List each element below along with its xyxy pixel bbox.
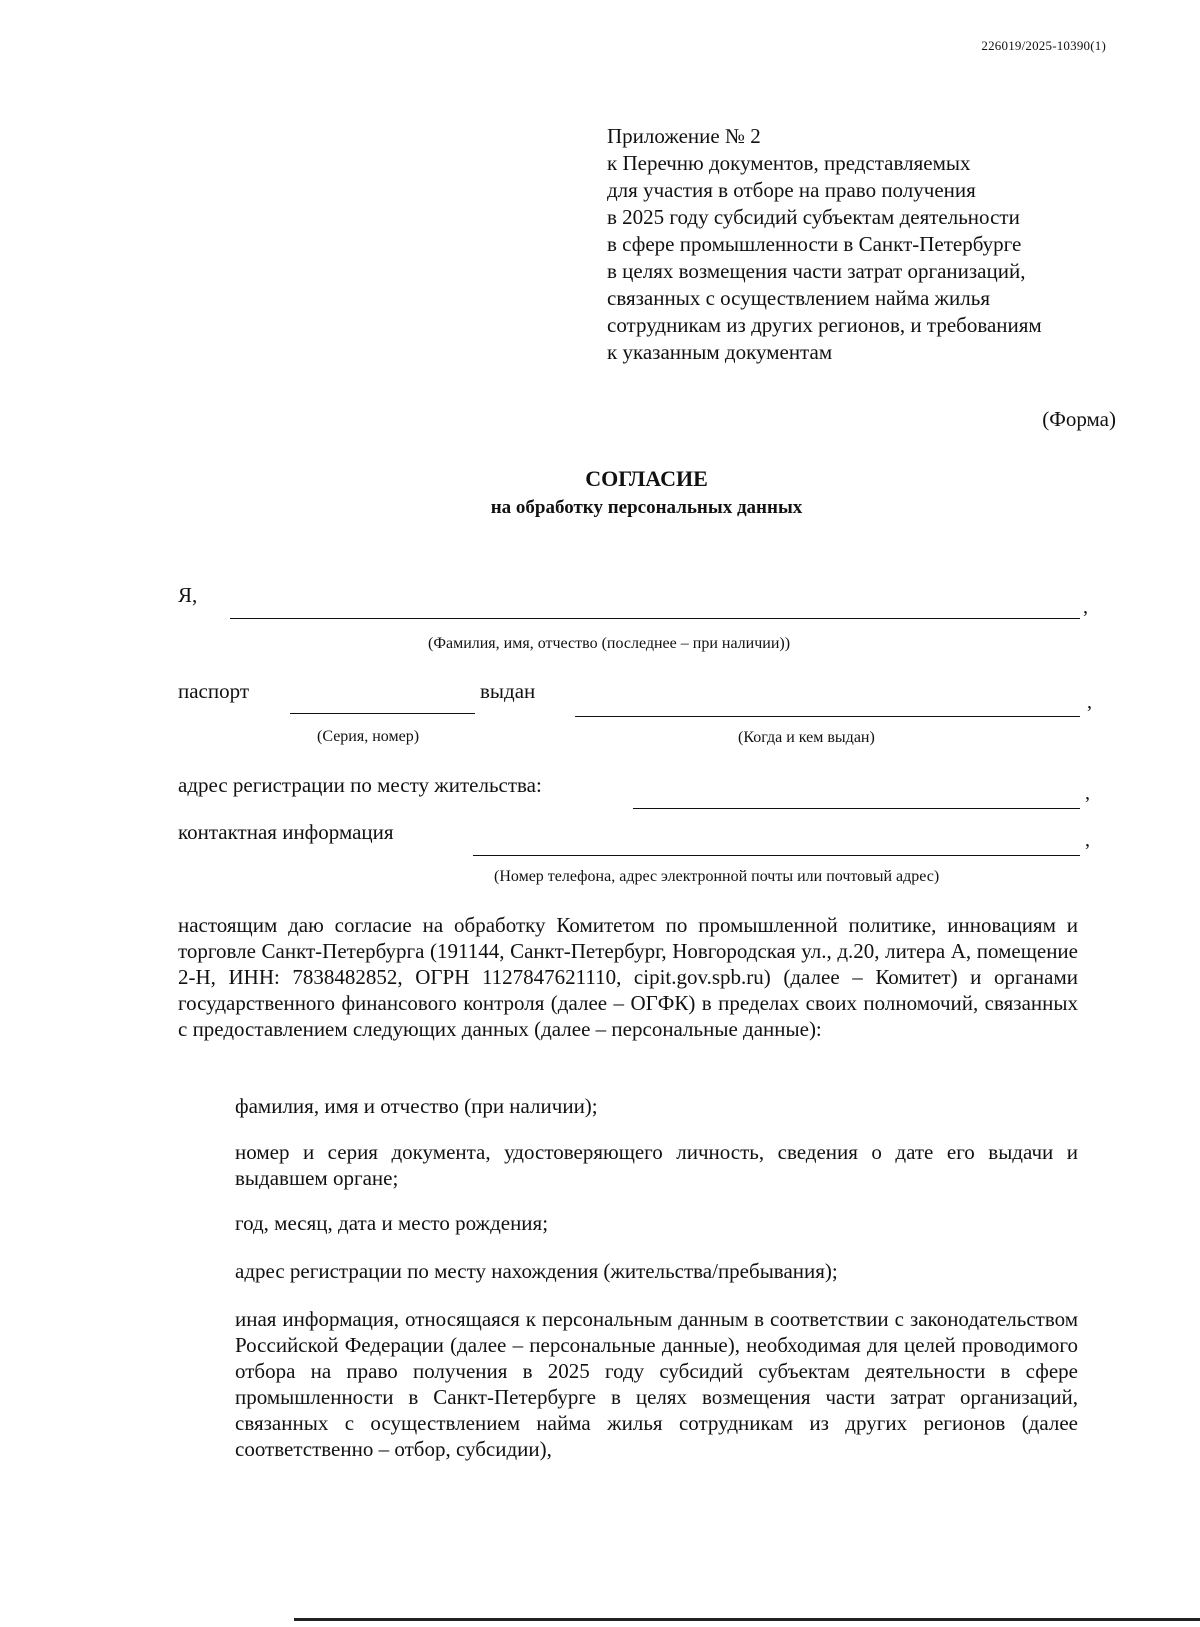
fio-field-line[interactable] xyxy=(230,618,1080,619)
contact-caption: (Номер телефона, адрес электронной почты или почтовый адрес) xyxy=(494,868,940,885)
i-label: Я, xyxy=(178,583,198,607)
address-label: адрес регистрации по месту жительства: xyxy=(178,773,542,797)
document-number: 226019/2025-10390(1) xyxy=(981,38,1106,53)
address-comma: , xyxy=(1085,782,1090,804)
passport-series-line[interactable] xyxy=(290,713,475,714)
issued-caption: (Когда и кем выдан) xyxy=(738,729,875,746)
appendix-line: для участия в отборе на право получения xyxy=(607,178,976,202)
consent-intro-paragraph: настоящим даю согласие на обработку Комитетом по промышленной политике, инновациям и торговле Санкт-Петербурга (191144, Санкт-Петербург, Новгородская ул., д.20, литера А, помещение 2-Н, ИНН: 7838482852, ОГРН 1127847621110, cipit.gov.spb.ru) (далее – Комитет) и органами государственного финансового контроля (далее – ОГФК) в пределах своих полномочий, связанных с предоставлением следующих данных (далее – персональные данные): xyxy=(178,913,1078,1041)
data-list-item: адрес регистрации по месту нахождения (жительства/пребывания); xyxy=(235,1259,838,1283)
fio-comma: , xyxy=(1083,596,1088,618)
issued-comma: , xyxy=(1087,691,1092,713)
appendix-block xyxy=(607,123,1042,366)
contact-field-line[interactable] xyxy=(473,855,1080,856)
form-label: (Форма) xyxy=(1042,407,1116,431)
contact-label: контактная информация xyxy=(178,820,394,844)
fio-caption: (Фамилия, имя, отчество (последнее – при наличии)) xyxy=(428,635,791,652)
data-list-item: иная информация, относящаяся к персональным данным в соответствии с законодательством Российской Федерации (далее – персональные данные), необходимая для целей проводимого отбора на право получения в 2025 году субсидий субъектам деятельности в сфере промышленности в Санкт-Петербурге в целях возмещения части затрат организаций, связанных с осуществлением найма жилья сотрудникам из других регионов (далее соответственно – отбор, субсидии), xyxy=(235,1307,1078,1461)
series-caption: (Серия, номер) xyxy=(317,728,420,745)
passport-issued-line[interactable] xyxy=(575,716,1080,717)
document-title: СОГЛАСИЕ xyxy=(585,466,708,491)
contact-comma: , xyxy=(1085,829,1090,851)
passport-label: паспорт xyxy=(178,679,250,703)
appendix-line: Приложение № 2 xyxy=(607,124,761,148)
appendix-line: к указанным документам xyxy=(607,340,833,364)
appendix-line: связанных с осуществлением найма жилья xyxy=(607,286,990,310)
appendix-line: к Перечню документов, представляемых xyxy=(607,151,971,175)
issued-label: выдан xyxy=(480,679,536,703)
appendix-line: в целях возмещения части затрат организаций, xyxy=(607,259,1026,283)
appendix-line: в 2025 году субсидий субъектам деятельности xyxy=(607,205,1020,229)
data-list-item: год, месяц, дата и место рождения; xyxy=(235,1211,549,1235)
address-field-line[interactable] xyxy=(633,808,1080,809)
document-subtitle: на обработку персональных данных xyxy=(490,497,803,518)
data-list-item: номер и серия документа, удостоверяющего личность, сведения о дате его выдачи и выдавшем органе; xyxy=(235,1140,1078,1190)
page-bottom-rule xyxy=(294,1618,1200,1621)
data-list-item: фамилия, имя и отчество (при наличии); xyxy=(235,1094,598,1118)
appendix-line: сотрудникам из других регионов, и требованиям xyxy=(607,313,1042,337)
appendix-line: в сфере промышленности в Санкт-Петербурге xyxy=(607,232,1022,256)
